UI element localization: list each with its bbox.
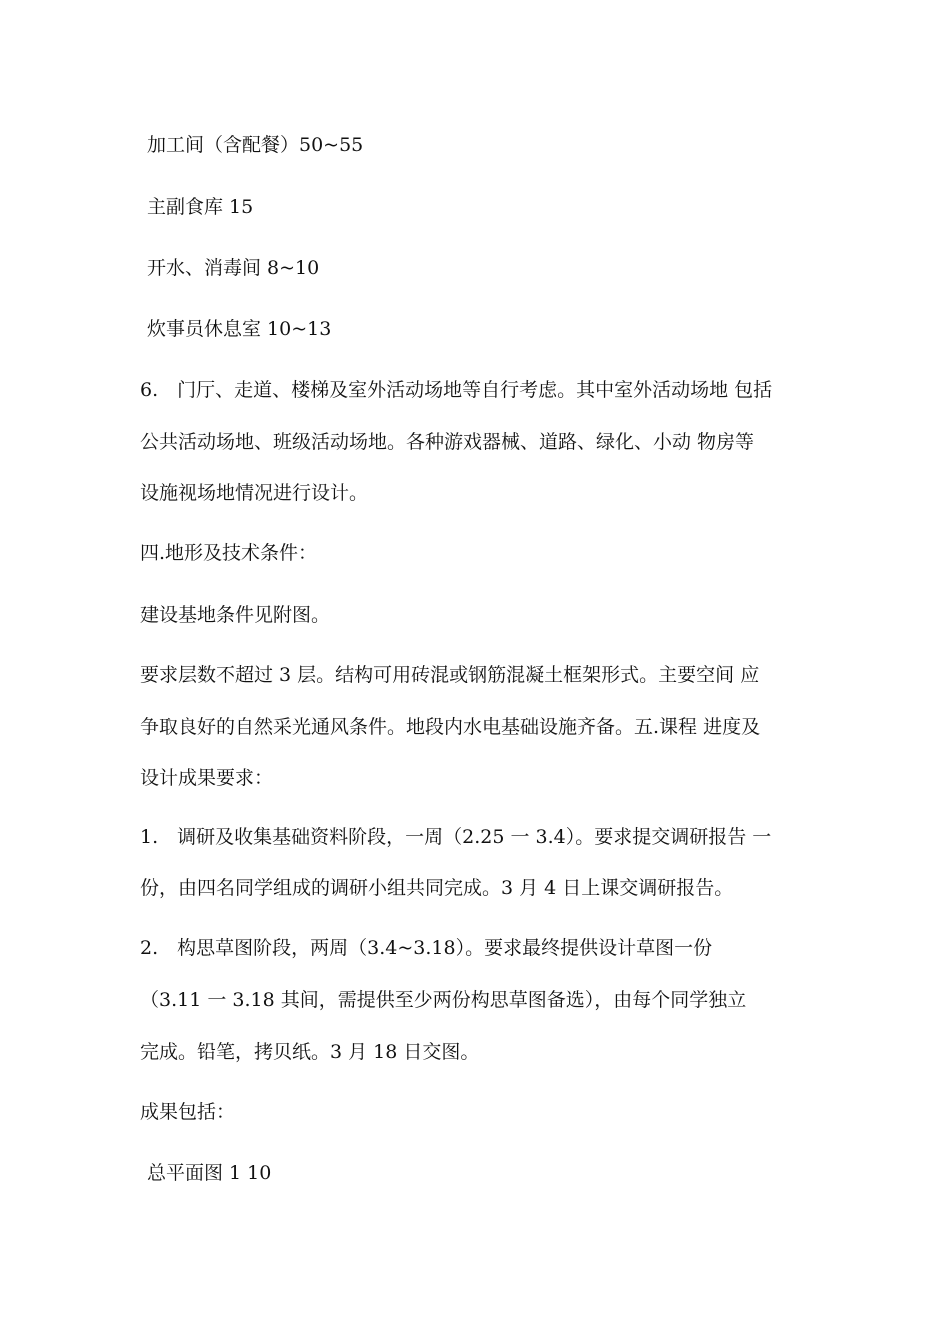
requirements-line-1: 要求层数不超过 3 层。结构可用砖混或钢筋混凝土框架形式。主要空间 应	[140, 664, 760, 686]
room-item-storage: 主副食库 15	[147, 196, 254, 218]
room-item-processing: 加工间（含配餐）50~55	[147, 134, 364, 156]
requirements-line-3: 设计成果要求：	[140, 767, 274, 789]
requirements-line-2: 争取良好的自然采光通风条件。地段内水电基础设施齐备。五.课程 进度及	[140, 716, 761, 738]
item6-line-1: 6. 门厅、走道、楼梯及室外活动场地等自行考虑。其中室外活动场地 包括	[140, 379, 773, 401]
room-item-disinfection: 开水、消毒间 8~10	[147, 257, 320, 279]
item6-line-2: 公共活动场地、班级活动场地。各种游戏器械、道路、绿化、小动 物房等	[140, 431, 755, 453]
results-item-site-plan: 总平面图 1 10	[147, 1162, 272, 1184]
results-heading: 成果包括：	[140, 1101, 236, 1123]
stage2-line-1: 2. 构思草图阶段，两周（3.4~3.18）。要求最终提供设计草图一份	[140, 937, 713, 959]
room-item-rest-room: 炊事员休息室 10~13	[147, 318, 332, 340]
stage1-line-2: 份，由四名同学组成的调研小组共同完成。3 月 4 日上课交调研报告。	[140, 877, 734, 899]
stage2-line-2: （3.11 一 3.18 其间，需提供至少两份构思草图备选），由每个同学独立	[140, 989, 747, 1011]
item6-line-3: 设施视场地情况进行设计。	[140, 482, 369, 504]
stage1-line-1: 1. 调研及收集基础资料阶段，一周（2.25 一 3.4）。要求提交调研报告 一	[140, 826, 772, 848]
stage2-line-3: 完成。铅笔，拷贝纸。3 月 18 日交图。	[140, 1041, 480, 1063]
site-note: 建设基地条件见附图。	[140, 604, 331, 626]
section4-heading: 四.地形及技术条件：	[140, 542, 318, 564]
